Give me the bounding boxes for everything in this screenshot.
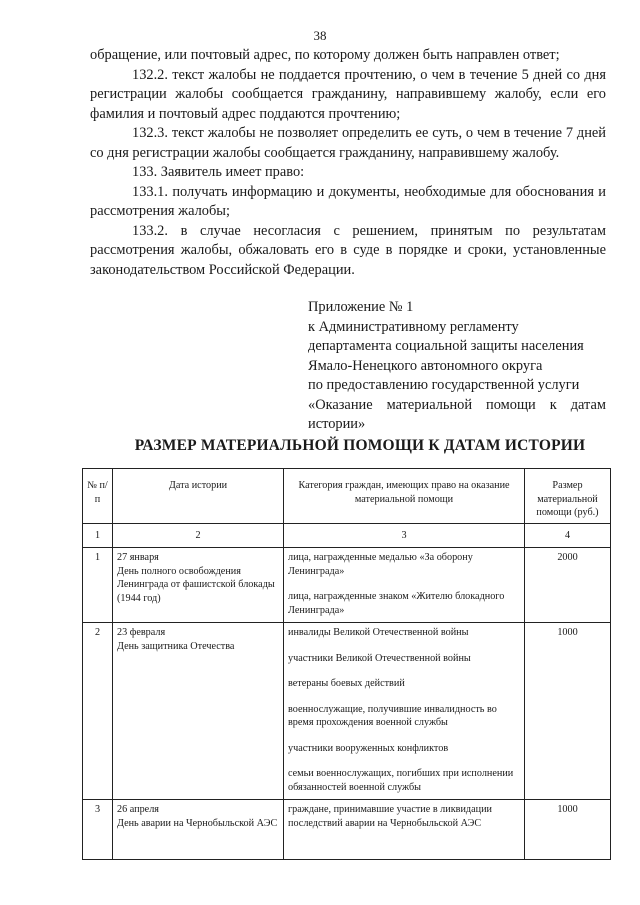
category-item: инвалиды Великой Отечественной войны bbox=[288, 627, 469, 638]
row-date bbox=[113, 623, 284, 800]
body-text bbox=[90, 46, 606, 280]
annex-line: департамента социальной защиты населения bbox=[308, 338, 584, 354]
table-row bbox=[83, 800, 611, 860]
row-num: 1 bbox=[83, 548, 113, 623]
row-num: 3 bbox=[83, 800, 113, 860]
header-amount: Размер материальной помощи (руб.) bbox=[525, 469, 611, 524]
paragraph: 133. Заявитель имеет право: bbox=[132, 164, 305, 180]
annex-line: Приложение № 1 bbox=[308, 299, 414, 315]
annex-line: к Административному регламенту bbox=[308, 318, 519, 335]
assistance-table bbox=[82, 468, 611, 860]
row-categories bbox=[284, 623, 525, 800]
column-number: 2 bbox=[113, 523, 284, 548]
annex-line: Ямало-Ненецкого автономного округа bbox=[308, 357, 543, 374]
table-row bbox=[83, 623, 611, 800]
paragraph: обращение, или почтовый адрес, по которому должен быть направлен ответ; bbox=[90, 47, 560, 63]
table-row bbox=[83, 548, 611, 623]
header-num: № п/п bbox=[83, 469, 113, 524]
category-item: участники вооруженных конфликтов bbox=[288, 742, 449, 754]
annex-line: по предоставлению государственной услуги bbox=[308, 377, 580, 393]
header-date: Дата истории bbox=[113, 469, 284, 524]
page-number: 38 bbox=[313, 28, 327, 43]
paragraph: 133.1. получать информацию и документы, необходимые для обоснования и рассмотрения жалобы; bbox=[90, 183, 606, 219]
column-number: 3 bbox=[284, 523, 525, 548]
annex-line: «Оказание материальной помощи к датам истории» bbox=[308, 396, 606, 432]
category-item: участники Великой Отечественной войны bbox=[288, 652, 471, 664]
date-day: 26 апреля bbox=[117, 804, 159, 815]
row-categories bbox=[284, 548, 525, 623]
date-event: День защитника Отечества bbox=[117, 640, 235, 652]
category-item: ветераны боевых действий bbox=[288, 678, 405, 689]
category-item: лица, награжденные знаком «Жителю блокадного Ленинграда» bbox=[288, 591, 505, 616]
row-amount: 1000 bbox=[525, 800, 611, 860]
row-date bbox=[113, 548, 284, 623]
row-amount: 2000 bbox=[525, 548, 611, 623]
paragraph: 132.3. текст жалобы не позволяет определить ее суть, о чем в течение 7 дней со дня регистрации жалобы сообщается гражданину, направившему жалобу. bbox=[90, 125, 606, 161]
category-item: семьи военнослужащих, погибших при исполнении обязанностей военной службы bbox=[288, 768, 514, 793]
paragraph: 132.2. текст жалобы не поддается прочтению, о чем в течение 5 дней со дня регистрации жалобы сообщается гражданину, направившему жалобу, если его фамилия и почтовый адрес поддаются прочтению; bbox=[90, 66, 606, 122]
date-day: 27 января bbox=[117, 552, 159, 563]
paragraph: 133.2. в случае несогласия с решением, принятым по результатам рассмотрения жалобы, обжаловать его в суде в порядке и сроки, установленные законодательством Российской Федерации. bbox=[90, 222, 606, 278]
table-title: РАЗМЕР МАТЕРИАЛЬНОЙ ПОМОЩИ К ДАТАМ ИСТОРИИ bbox=[134, 437, 586, 454]
table-header-row bbox=[83, 469, 611, 524]
column-number: 4 bbox=[525, 523, 611, 548]
row-date bbox=[113, 800, 284, 860]
column-number: 1 bbox=[83, 523, 113, 548]
date-day: 23 февраля bbox=[117, 627, 166, 638]
category-item: граждане, принимавшие участие в ликвидации последствий аварии на Чернобыльской АЭС bbox=[288, 804, 492, 829]
row-amount: 1000 bbox=[525, 623, 611, 800]
category-item: лица, награжденные медалью «За оборону Ленинграда» bbox=[288, 552, 473, 577]
date-event: День аварии на Чернобыльской АЭС bbox=[117, 817, 278, 829]
row-categories bbox=[284, 800, 525, 860]
annex-heading bbox=[308, 298, 606, 435]
category-item: военнослужащие, получившие инвалидность во время прохождения военной службы bbox=[288, 703, 497, 728]
date-event: День полного освобождения Ленинграда от фашистской блокады (1944 год) bbox=[117, 565, 275, 604]
row-num: 2 bbox=[83, 623, 113, 800]
column-number-row bbox=[83, 523, 611, 548]
header-category: Категория граждан, имеющих право на оказание материальной помощи bbox=[284, 469, 525, 524]
